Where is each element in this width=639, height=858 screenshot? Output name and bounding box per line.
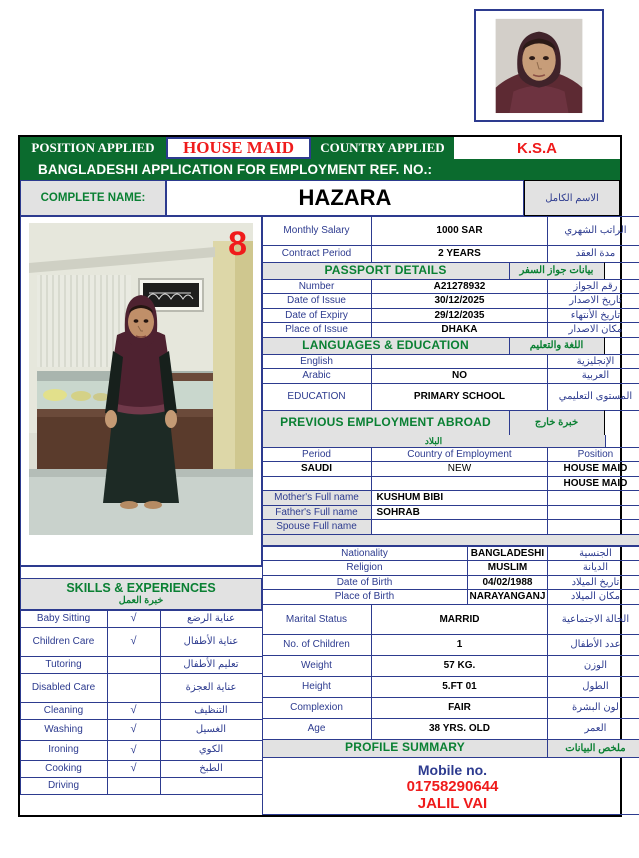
father-name-row xyxy=(262,505,639,520)
religion-row xyxy=(262,561,639,576)
languages-section-header xyxy=(262,337,639,354)
profile-summary-header xyxy=(262,739,639,757)
weight-label: Weight xyxy=(262,655,372,677)
passport-issue-value[interactable]: 30/12/2025 xyxy=(371,293,549,309)
applicant-photo xyxy=(29,223,253,535)
skill-label: Driving xyxy=(20,777,108,795)
position-applied-label: POSITION APPLIED xyxy=(20,137,166,159)
skill-tick[interactable] xyxy=(107,673,161,703)
skill-tick[interactable]: √ xyxy=(107,627,161,657)
passport-photo-frame xyxy=(474,9,604,122)
form-body xyxy=(20,216,633,815)
passport-expiry-arabic: تاريخ الأنتهاء xyxy=(547,308,639,324)
complete-name-row xyxy=(20,180,620,216)
previous-employment-row xyxy=(262,462,639,477)
marital-status-arabic: الحالة الاجتماعية xyxy=(547,604,639,635)
skill-arabic: الغسيل xyxy=(160,719,263,741)
skill-label: Washing xyxy=(20,719,108,741)
profile-summary-title: PROFILE SUMMARY xyxy=(262,739,549,758)
complexion-value[interactable]: FAIR xyxy=(371,697,549,719)
nationality-arabic: الجنسية xyxy=(547,546,639,562)
skill-row xyxy=(20,760,262,777)
contract-period-arabic: مدة العقد xyxy=(547,245,639,263)
contract-period-label: Contract Period xyxy=(262,245,372,263)
passport-issue-arabic: تاريخ الاصدار xyxy=(547,293,639,309)
profile-summary-body xyxy=(262,757,639,815)
applicant-photo-frame xyxy=(20,216,262,566)
skill-label: Cooking xyxy=(20,760,108,778)
monthly-salary-label: Monthly Salary xyxy=(262,216,372,246)
previous-employment-columns xyxy=(262,447,639,462)
skill-arabic: عناية الأطفال xyxy=(160,627,263,657)
previous-employment-row xyxy=(262,476,639,491)
education-value[interactable]: PRIMARY SCHOOL xyxy=(371,383,549,411)
skill-label: Ironing xyxy=(20,740,108,761)
language-arabic-arabic: العربية xyxy=(547,368,639,384)
language-arabic-row xyxy=(262,369,639,384)
children-label: No. of Children xyxy=(262,634,372,656)
religion-arabic: الديانة xyxy=(547,560,639,576)
skill-arabic: عناية العجزة xyxy=(160,673,263,703)
language-english-row xyxy=(262,354,639,369)
form-title: BANGLADESHI APPLICATION FOR EMPLOYMENT REF. NO.: xyxy=(20,159,620,180)
languages-section-title: LANGUAGES & EDUCATION xyxy=(262,337,510,355)
passport-issue-row xyxy=(262,294,639,309)
passport-photo xyxy=(480,15,598,116)
nationality-row xyxy=(262,546,639,561)
column-header-position: Position xyxy=(547,447,639,463)
right-column xyxy=(262,216,639,815)
skills-table xyxy=(20,610,262,794)
passport-expiry-row xyxy=(262,308,639,323)
skills-section-title: SKILLS & EXPERIENCES xyxy=(66,581,216,595)
skill-tick[interactable]: √ xyxy=(107,702,161,720)
father-name-value[interactable]: SOHRAB xyxy=(371,505,549,521)
complexion-label: Complexion xyxy=(262,697,372,719)
skill-tick[interactable] xyxy=(107,777,161,795)
skills-section-header xyxy=(20,578,262,610)
column-header-period: Period xyxy=(262,447,372,463)
passport-place-arabic: مكان الاصدار xyxy=(547,322,639,338)
passport-expiry-label: Date of Expiry xyxy=(262,308,372,324)
passport-number-value[interactable]: A21278932 xyxy=(371,279,549,295)
employment-country[interactable]: NEW xyxy=(371,461,549,477)
skill-tick[interactable] xyxy=(107,656,161,674)
language-english-label: English xyxy=(262,354,372,370)
marital-status-label: Marital Status xyxy=(262,604,372,635)
pob-value[interactable]: NARAYANGANJ xyxy=(467,589,549,605)
complete-name-label: COMPLETE NAME: xyxy=(20,180,166,216)
height-value[interactable]: 5.FT 01 xyxy=(371,676,549,698)
skill-row xyxy=(20,702,262,719)
dob-arabic: تاريخ الميلاد xyxy=(547,575,639,591)
passport-place-row xyxy=(262,323,639,338)
skill-tick[interactable]: √ xyxy=(107,760,161,778)
dob-label: Date of Birth xyxy=(262,575,468,591)
skill-arabic: عناية الرضع xyxy=(160,610,263,628)
mother-name-value[interactable]: KUSHUM BIBI xyxy=(371,490,549,506)
language-english-arabic: الإنجليزية xyxy=(547,354,639,370)
mother-name-row xyxy=(262,491,639,506)
age-label: Age xyxy=(262,718,372,740)
passport-issue-label: Date of Issue xyxy=(262,293,372,309)
religion-value[interactable]: MUSLIM xyxy=(467,560,549,576)
marital-status-row xyxy=(262,604,639,634)
passport-number-arabic: رقم الجواز xyxy=(547,279,639,295)
age-value[interactable]: 38 YRS. OLD xyxy=(371,718,549,740)
skill-tick[interactable]: √ xyxy=(107,740,161,761)
skill-row xyxy=(20,673,262,702)
mother-name-arabic xyxy=(547,490,639,506)
complete-name-value: HAZARA xyxy=(166,180,524,216)
language-arabic-label: Arabic xyxy=(262,368,372,384)
religion-label: Religion xyxy=(262,560,468,576)
passport-section-header xyxy=(262,262,639,279)
skill-tick[interactable]: √ xyxy=(107,610,161,628)
children-row xyxy=(262,634,639,655)
language-arabic-value[interactable]: NO xyxy=(371,368,549,384)
country-applied-label: COUNTRY APPLIED xyxy=(311,137,454,159)
skill-arabic xyxy=(160,777,263,795)
monthly-salary-value[interactable]: 1000 SAR xyxy=(371,216,549,246)
father-name-label: Father's Full name xyxy=(262,505,372,521)
previous-employment-arabic-wrap xyxy=(509,410,605,436)
education-label: EDUCATION xyxy=(262,383,372,411)
employment-country[interactable] xyxy=(371,476,549,492)
height-label: Height xyxy=(262,676,372,698)
age-row xyxy=(262,718,639,739)
languages-section-arabic: اللغة والتعليم xyxy=(509,337,605,355)
education-row xyxy=(262,383,639,410)
employment-position[interactable]: HOUSE MAID xyxy=(547,461,639,477)
passport-section-arabic: بيانات جواز السفر xyxy=(509,262,605,280)
skill-tick[interactable]: √ xyxy=(107,719,161,741)
passport-section-title: PASSPORT DETAILS xyxy=(262,262,510,280)
skill-arabic: الكوي xyxy=(160,740,263,761)
skill-label: Cleaning xyxy=(20,702,108,720)
previous-employment-title: PREVIOUS EMPLOYMENT ABROAD xyxy=(262,410,510,436)
father-name-arabic xyxy=(547,505,639,521)
left-spacer xyxy=(20,566,263,579)
employment-period[interactable]: SAUDI xyxy=(262,461,372,477)
education-arabic: المستوى التعليمي xyxy=(547,383,639,411)
skill-label: Children Care xyxy=(20,627,108,657)
contract-period-value[interactable]: 2 YEARS xyxy=(371,245,549,263)
spouse-name-row xyxy=(262,520,639,535)
passport-place-label: Place of Issue xyxy=(262,322,372,338)
skill-label: Tutoring xyxy=(20,656,108,674)
skill-row xyxy=(20,740,262,760)
passport-place-value[interactable]: DHAKA xyxy=(371,322,549,338)
nationality-value[interactable]: BANGLADESHI xyxy=(467,546,549,562)
previous-employment-header xyxy=(262,410,639,435)
contract-period-row xyxy=(262,245,639,262)
weight-value[interactable]: 57 KG. xyxy=(371,655,549,677)
children-value[interactable]: 1 xyxy=(371,634,549,656)
passport-photo-image xyxy=(480,15,598,116)
country-applied-value: K.S.A xyxy=(454,137,620,159)
dob-row xyxy=(262,575,639,590)
previous-employment-arabic2: البلاد xyxy=(262,435,606,448)
skill-label: Disabled Care xyxy=(20,673,108,703)
position-applied-value: HOUSE MAID xyxy=(166,137,311,159)
column-header-country: Country of Employment xyxy=(371,447,549,463)
spouse-name-value[interactable] xyxy=(371,519,549,535)
spouse-name-arabic xyxy=(547,519,639,535)
skill-arabic: تعليم الأطفال xyxy=(160,656,263,674)
skill-row xyxy=(20,656,262,673)
skill-row xyxy=(20,719,262,740)
skill-label: Baby Sitting xyxy=(20,610,108,628)
skill-arabic: التنظيف xyxy=(160,702,263,720)
applicant-photo-image xyxy=(29,223,253,535)
skill-row xyxy=(20,610,262,627)
nationality-label: Nationality xyxy=(262,546,468,562)
skill-row xyxy=(20,627,262,656)
passport-number-label: Number xyxy=(262,279,372,295)
previous-employment-arabic: خبرة خارج xyxy=(534,416,579,428)
children-arabic: عدد الأطفال xyxy=(547,634,639,656)
complexion-row xyxy=(262,697,639,718)
passport-expiry-value[interactable]: 29/12/2035 xyxy=(371,308,549,324)
pob-label: Place of Birth xyxy=(262,589,468,605)
position-country-band xyxy=(20,137,620,159)
language-english-value[interactable] xyxy=(371,354,549,370)
spouse-name-label: Spouse Full name xyxy=(262,519,372,535)
profile-summary-arabic: ملخص البيانات xyxy=(547,739,639,758)
complete-name-arabic-label: الاسم الكامل xyxy=(545,192,599,204)
employment-position[interactable]: HOUSE MAID xyxy=(547,476,639,492)
height-arabic: الطول xyxy=(547,676,639,698)
monthly-salary-row xyxy=(262,216,639,245)
left-column xyxy=(20,216,262,815)
complexion-arabic: لون البشرة xyxy=(547,697,639,719)
skill-arabic: الطبخ xyxy=(160,760,263,778)
weight-arabic: الوزن xyxy=(547,655,639,677)
mobile-label: Mobile no. xyxy=(417,762,488,779)
weight-row xyxy=(262,655,639,676)
skill-row xyxy=(20,777,262,794)
age-arabic: العمر xyxy=(547,718,639,740)
employment-application-form xyxy=(18,135,633,817)
employment-period[interactable] xyxy=(262,476,372,492)
mobile-number[interactable]: 01758290644 xyxy=(406,778,499,796)
passport-number-row xyxy=(262,279,639,294)
contact-name: JALIL VAI xyxy=(417,795,488,813)
photo-number-marker: 8 xyxy=(228,225,247,263)
skills-section-arabic: خبرة العمل xyxy=(118,595,164,606)
height-row xyxy=(262,676,639,697)
section-spacer xyxy=(262,534,639,546)
previous-employment-arabic2-row xyxy=(262,435,639,447)
marital-status-value[interactable]: MARRID xyxy=(371,604,549,635)
dob-value[interactable]: 04/02/1988 xyxy=(467,575,549,591)
mother-name-label: Mother's Full name xyxy=(262,490,372,506)
monthly-salary-arabic: الراتب الشهري xyxy=(547,216,639,246)
pob-row xyxy=(262,590,639,605)
pob-arabic: مكان الميلاد xyxy=(547,589,639,605)
